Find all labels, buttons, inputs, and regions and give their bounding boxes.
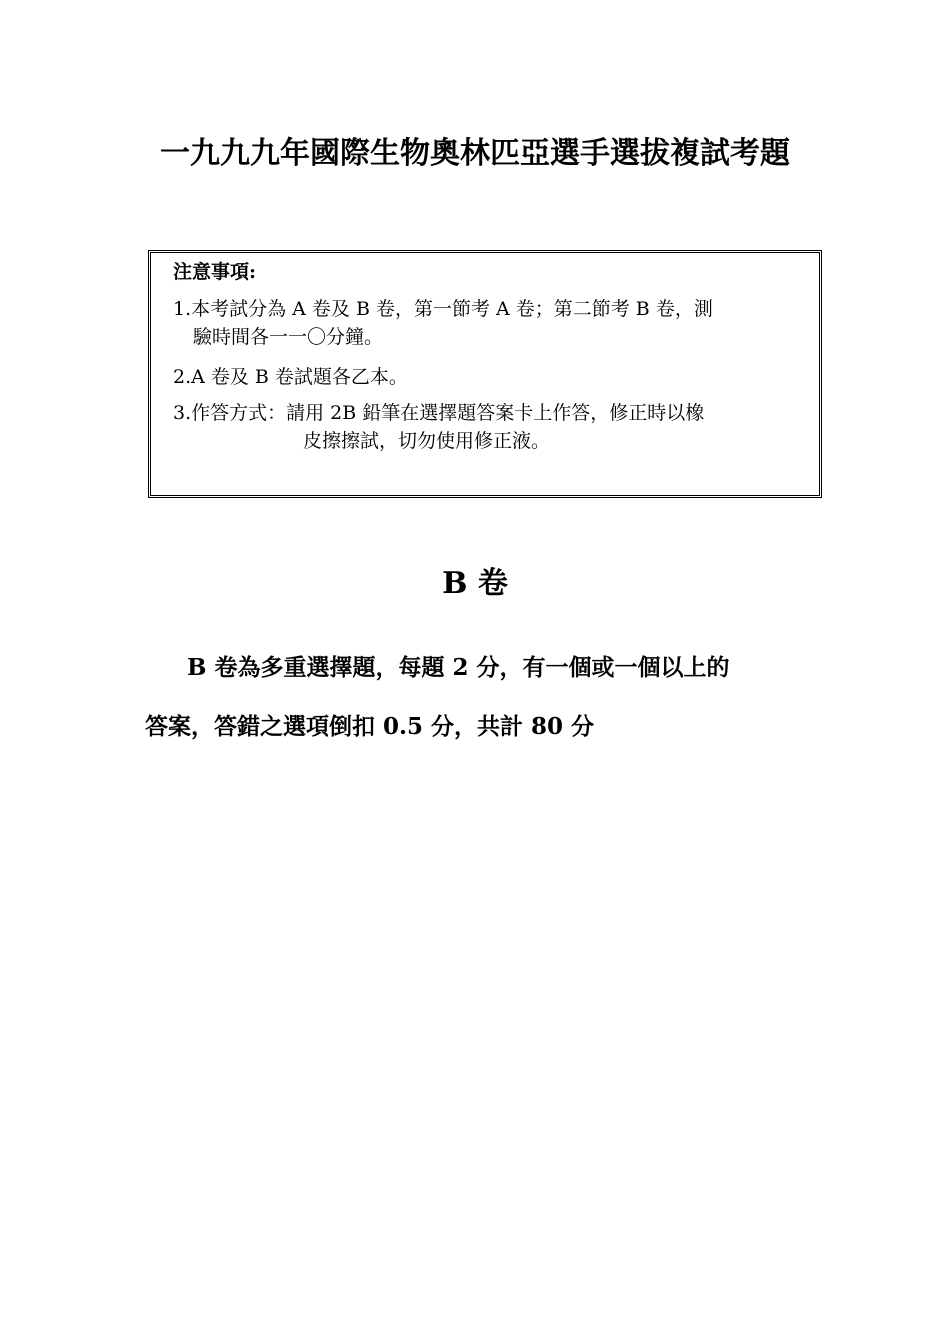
notice-item-2 xyxy=(173,363,788,391)
notice-item-1 xyxy=(173,295,788,351)
instructions-line-1: B 卷為多重選擇題，每題 2 分，有一個或一個以上的 xyxy=(187,654,730,681)
instructions-line-2: 答案，答錯之選項倒扣 0.5 分，共計 80 分 xyxy=(145,713,595,740)
notice-item-3-line-2: 皮擦擦試，切勿使用修正液。 xyxy=(303,430,551,452)
section-title: B 卷 xyxy=(442,566,508,601)
notice-item-3-line-1: 3.作答方式：請用 2B 鉛筆在選擇題答案卡上作答，修正時以橡 xyxy=(173,402,705,424)
notice-item-1-line-1: 1.本考試分為 A 卷及 B 卷，第一節考 A 卷；第二節考 B 卷，測 xyxy=(173,298,713,320)
page-title: 一九九九年國際生物奧林匹亞選手選拔複試考題 xyxy=(160,136,790,171)
notice-heading: 注意事項: xyxy=(173,261,257,283)
notice-item-2-line-1: 2.A 卷及 B 卷試題各乙本。 xyxy=(173,366,408,388)
notice-item-3 xyxy=(173,399,788,455)
notice-box xyxy=(148,250,822,498)
notice-item-1-line-2: 驗時間各一一〇分鐘。 xyxy=(193,326,384,348)
